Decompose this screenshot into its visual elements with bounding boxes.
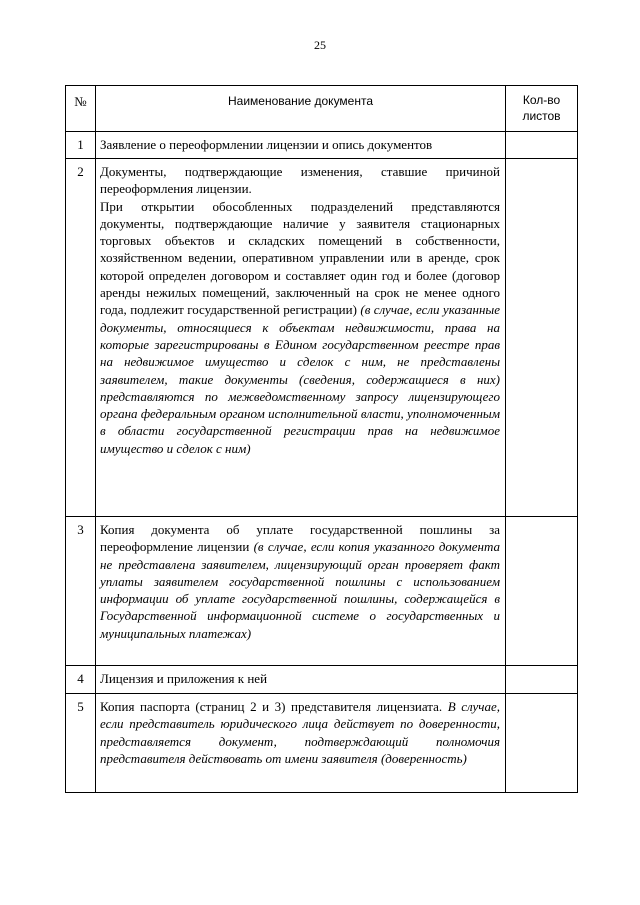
document-text: Лицензия и приложения к ней (100, 671, 268, 686)
row-document-name (96, 517, 506, 666)
row-document-name (96, 132, 506, 159)
row-document-name (96, 666, 506, 694)
document-paragraph (100, 198, 500, 457)
row-number: 3 (66, 517, 96, 666)
table-row (66, 132, 578, 159)
document-text: Копия документа об уплате государственной пошлины за переоформление лицензии (100, 522, 500, 555)
header-document-name: Наименование документа (96, 86, 506, 132)
table-row (66, 694, 578, 793)
row-number: 2 (66, 159, 96, 517)
row-sheet-count (506, 159, 578, 517)
document-note-italic: В случае, если представитель юридического лица действует по доверенности, представляется документ, подтверждающий полномочия представителя действовать от имени заявителя (доверенность) (100, 699, 500, 766)
row-number: 1 (66, 132, 96, 159)
row-sheet-count (506, 666, 578, 694)
row-sheet-count (506, 517, 578, 666)
document-text: Документы, подтверждающие изменения, ставшие причиной переоформления лицензии. (100, 164, 500, 197)
row-number: 5 (66, 694, 96, 793)
row-sheet-count (506, 132, 578, 159)
page-number: 25 (314, 38, 326, 52)
row-document-name (96, 159, 506, 517)
documents-table (65, 85, 578, 793)
document-note-italic: (в случае, если указанные документы, относящиеся к объектам недвижимости, права на которые зарегистрированы в Едином государственном реестре прав на недвижимое имущество и сделок с ним, не представлены заявителем, такие документы (сведения, содержащиеся в них) представляются по межведомственному запросу лицензирующего органа федеральным органом исполнительной власти, уполномоченным в области государственной регистрации прав на недвижимое имущество и сделок с ним) (100, 302, 501, 456)
row-document-name (96, 694, 506, 793)
header-number: № (66, 86, 96, 132)
table-row (66, 666, 578, 694)
table-header-row (66, 86, 578, 132)
table-row (66, 159, 578, 517)
document-note-italic: (в случае, если копия указанного документа не представлена заявителем, лицензирующий орган проверяет факт уплаты заявителем государственной пошлины с использованием информации об уплате государственной пошлины, содержащейся в Государственной информационной системе о государственных и муниципальных платежах) (100, 539, 500, 641)
row-sheet-count (506, 694, 578, 793)
table-row (66, 517, 578, 666)
header-sheet-count: Кол-во листов (506, 86, 578, 132)
row-number: 4 (66, 666, 96, 694)
document-text: Заявление о переоформлении лицензии и опись документов (100, 137, 433, 152)
document-text: Копия паспорта (страниц 2 и 3) представителя лицензиата. (100, 699, 443, 714)
document-text-continued: При открытии обособленных подразделений представляются документы, подтверждающие наличие у заявителя стационарных торговых объектов и складских помещений в собственности, хозяйственном ведении, оперативном управлении или в аренде, срок которой определен договором и составляет один год и более (договор аренды нежилых помещений, заключенный на срок не менее одного года, подлежит государственной регистрации) (100, 198, 500, 318)
